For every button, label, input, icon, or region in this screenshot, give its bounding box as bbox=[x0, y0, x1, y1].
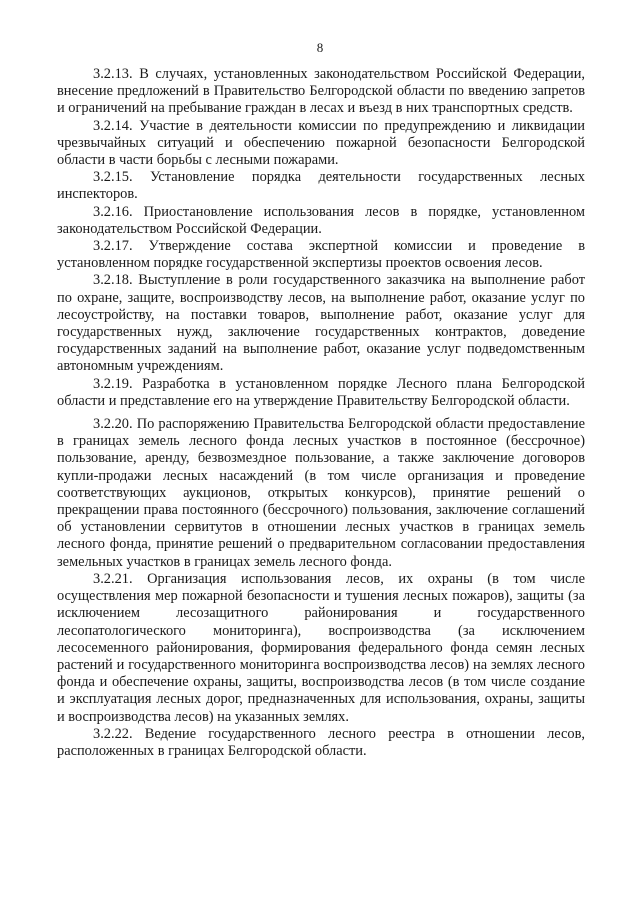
paragraph-text: По распоряжению Правительства Белгородской области предоставление в границах земель лесного фонда лесных участков в постоянное (бессрочное) пользование, аренду, безвозмездное пользование, а также заключение договоров купли-продажи лесных насаждений (в том числе организация и проведение соответствующих аукционов, открытых конкурсов), принятие решений о прекращении права постоянного (бессрочного) пользования, заключение соглашений об установлении сервитутов в отношении лесных участков в границах земель лесного фонда, принятие решений о предварительном согласовании предоставления земельных участков в границах земель лесного фонда. bbox=[57, 416, 585, 570]
paragraph bbox=[57, 416, 585, 571]
paragraph-text: Участие в деятельности комиссии по предупреждению и ликвидации чрезвычайных ситуаций и обеспечению пожарной безопасности Белгородской области в части борьбы с лесными пожарами. bbox=[57, 117, 585, 169]
paragraph-number: 3.2.21. bbox=[93, 570, 133, 587]
paragraph-text: Разработка в установленном порядке Лесного плана Белгородской области и представление его на утверждение Правительству Белгородской области. bbox=[57, 375, 585, 409]
paragraph bbox=[57, 376, 585, 410]
paragraph-number: 3.2.17. bbox=[93, 238, 133, 255]
paragraph-number: 3.2.15. bbox=[93, 169, 133, 186]
paragraph bbox=[57, 571, 585, 726]
paragraph-number: 3.2.22. bbox=[93, 725, 133, 742]
paragraph bbox=[57, 726, 585, 760]
paragraph-number: 3.2.18. bbox=[93, 272, 133, 289]
paragraph-number: 3.2.20. bbox=[93, 416, 133, 433]
paragraph-text: Приостановление использования лесов в порядке, установленном законодательством Российской Федерации. bbox=[57, 203, 585, 237]
paragraph-text: Утверждение состава экспертной комиссии и проведение в установленном порядке государственной экспертизы проектов освоения лесов. bbox=[57, 238, 585, 272]
paragraph-number: 3.2.14. bbox=[93, 117, 133, 134]
document-body bbox=[57, 66, 585, 760]
paragraph bbox=[57, 66, 585, 118]
paragraph-text: В случаях, установленных законодательством Российской Федерации, внесение предложений в Правительство Белгородской области по введению запретов и ограничений на пребывание граждан в лесах и въезд в них транспортных средств. bbox=[57, 66, 585, 117]
page-number: 8 bbox=[316, 40, 324, 55]
paragraph bbox=[57, 272, 585, 375]
paragraph bbox=[57, 204, 585, 238]
paragraph-text: Выступление в роли государственного заказчика на выполнение работ по охране, защите, воспроизводству лесов, на выполнение работ, оказание услуг по лесоустройству, на поставки товаров, выполнение работ, оказание услуг для государственных нужд, заключение государственных контрактов, доведение государственных заданий на выполнение работ, оказание услуг подведомственным автономным учреждениям. bbox=[57, 272, 585, 375]
paragraph-number: 3.2.13. bbox=[93, 66, 133, 82]
paragraph bbox=[57, 169, 585, 203]
paragraph-text: Установление порядка деятельности государственных лесных инспекторов. bbox=[57, 169, 585, 203]
paragraph-number: 3.2.19. bbox=[93, 375, 133, 392]
paragraph bbox=[57, 118, 585, 170]
paragraph-text: Ведение государственного лесного реестра в отношении лесов, расположенных в границах Белгородской области. bbox=[57, 725, 585, 759]
paragraph-number: 3.2.16. bbox=[93, 203, 133, 220]
paragraph-text: Организация использования лесов, их охраны (в том числе осуществления мер пожарной безопасности и тушения лесных пожаров), защиты (за исключением лесозащитного районирования и государственного лесопатологического мониторинга), воспроизводства (за исключением лесосеменного районирования, формирования федерального фонда семян лесных растений и государственного мониторинга воспроизводства лесов) на землях лесного фонда и обеспечение охраны, защиты, воспроизводства лесов (в том числе создание и эксплуатация лесных дорог, предназначенных для использования, охраны, защиты и воспроизводства лесов) на указанных землях. bbox=[57, 570, 585, 725]
paragraph bbox=[57, 238, 585, 272]
